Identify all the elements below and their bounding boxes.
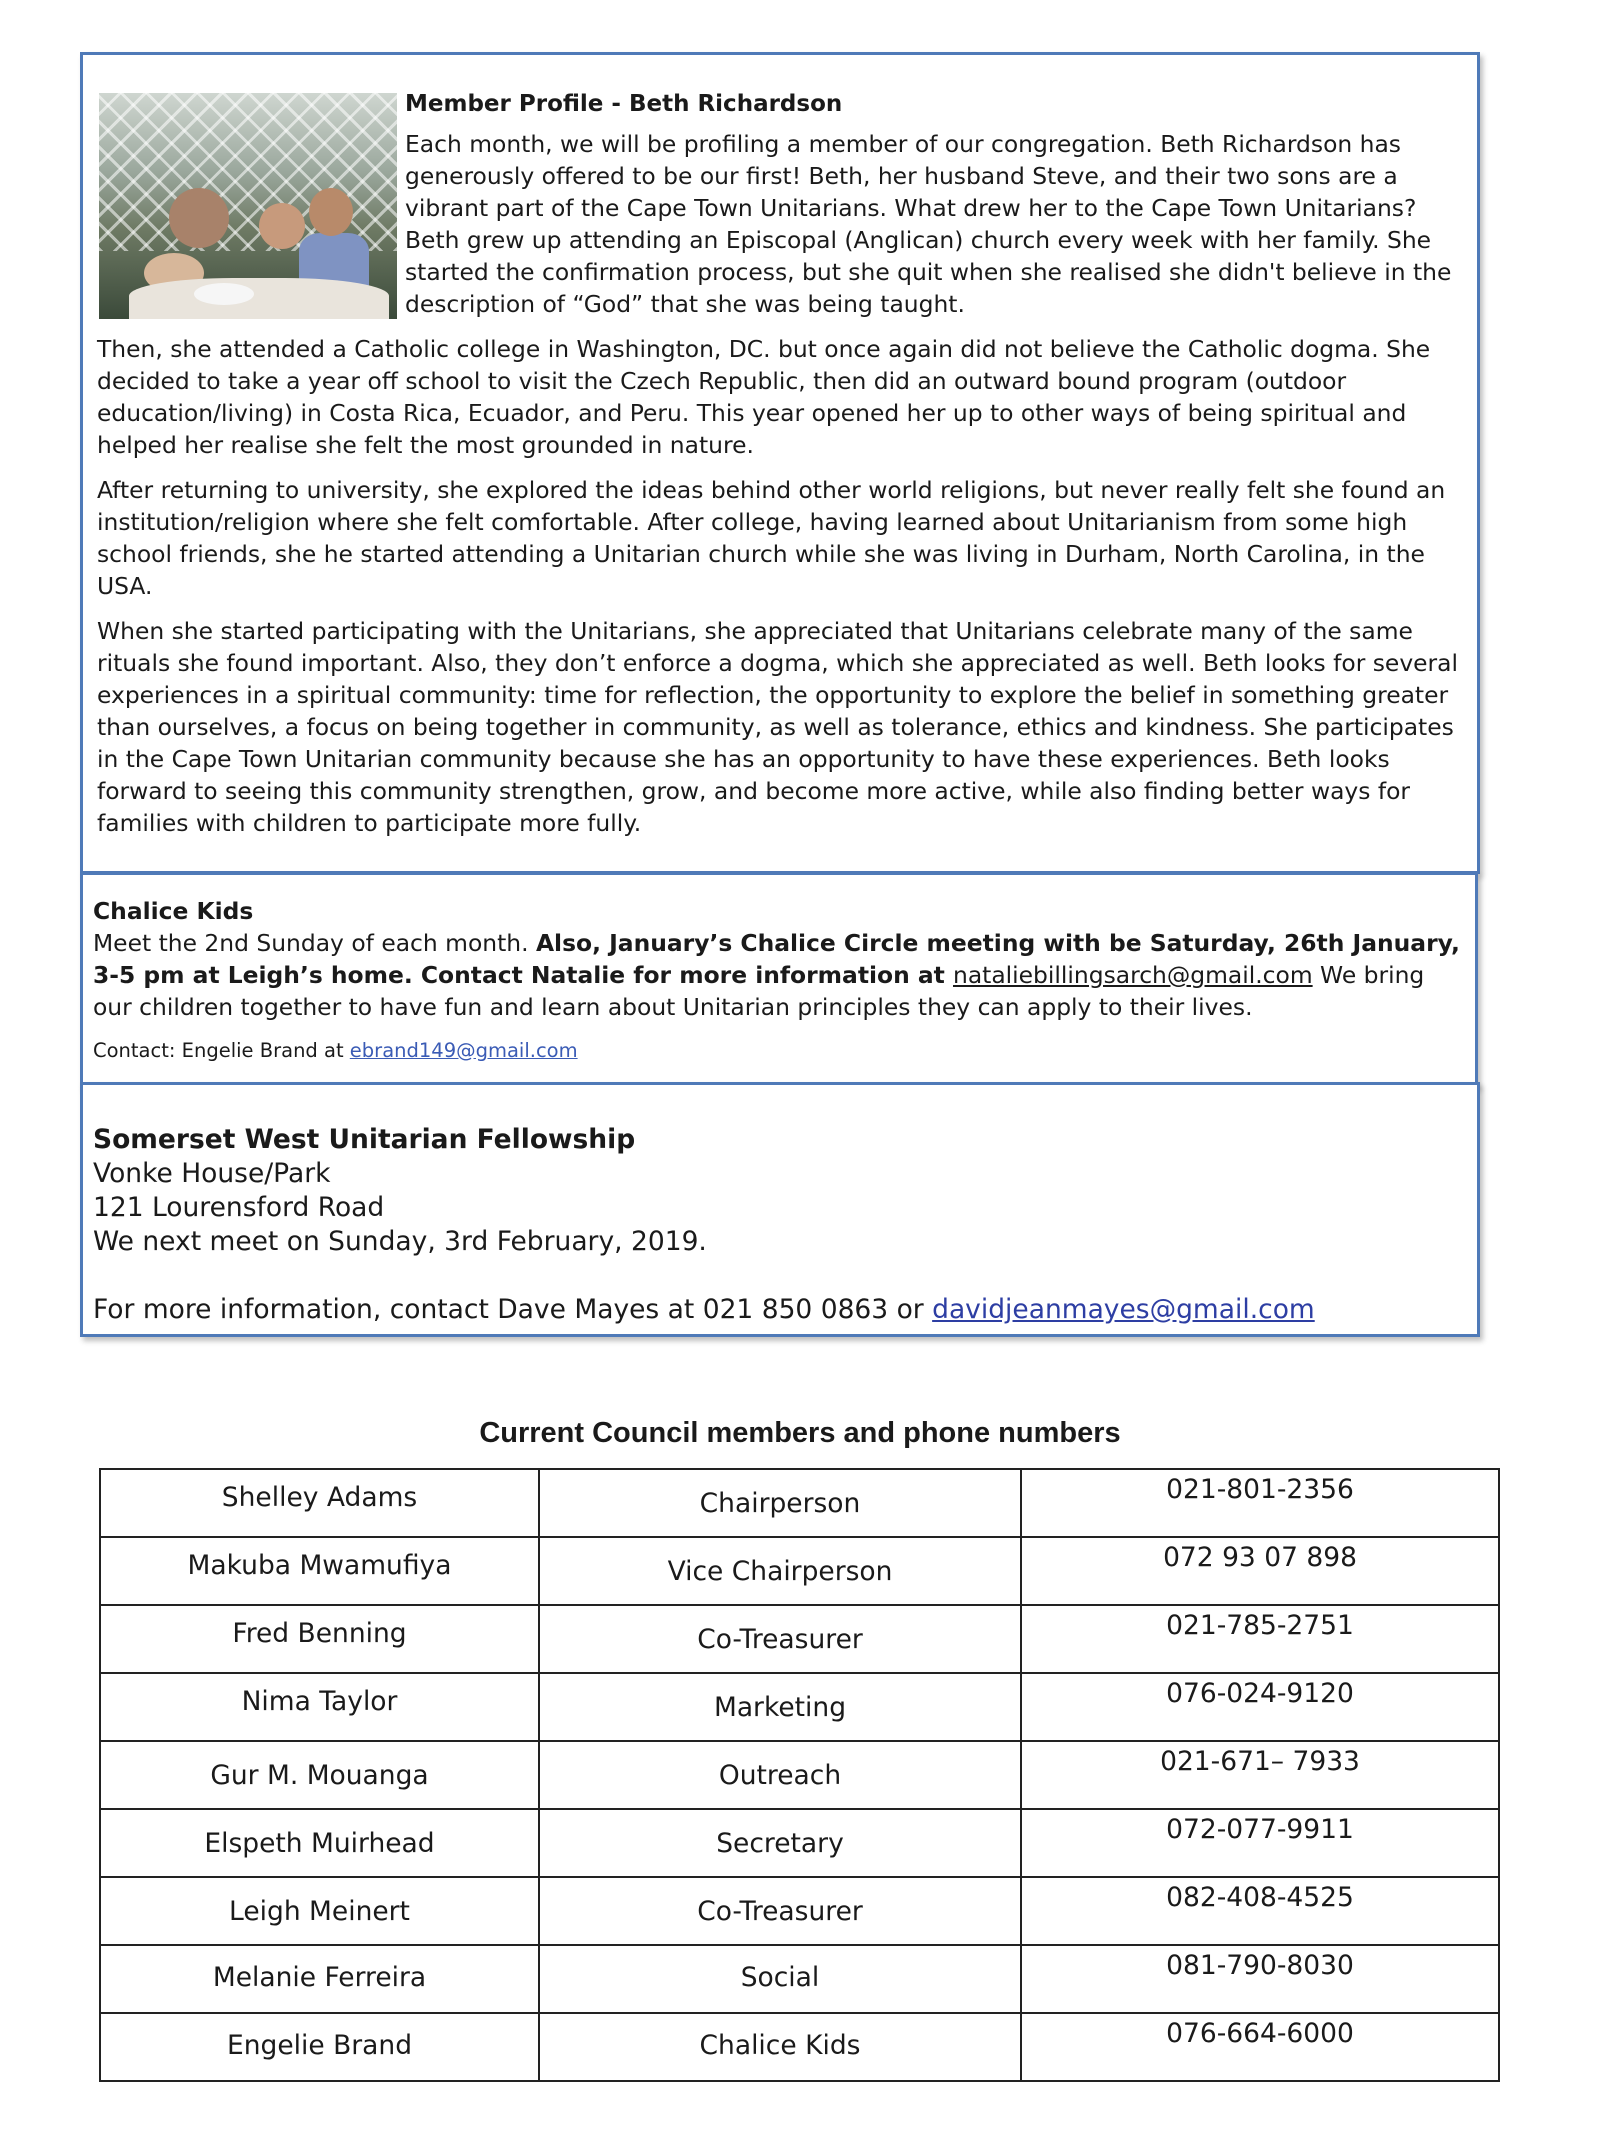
profile-title: Member Profile - Beth Richardson xyxy=(405,91,843,117)
cell-content xyxy=(540,1878,1020,1944)
photo-lattice-background xyxy=(99,93,397,251)
chalice-kids-contact xyxy=(93,1037,1465,1065)
cell-content xyxy=(1022,2014,1498,2080)
cell-content xyxy=(1022,1538,1498,1604)
cell-content xyxy=(540,1470,1020,1536)
member-phone-cell xyxy=(1021,1741,1499,1809)
council-table-body xyxy=(100,1469,1499,2081)
member-phone-cell xyxy=(1021,1469,1499,1537)
member-name-cell xyxy=(100,1741,539,1809)
photo-plate xyxy=(194,283,254,305)
cell-content xyxy=(540,1538,1020,1604)
member-phone-cell xyxy=(1021,1877,1499,1945)
cell-content xyxy=(1022,1606,1498,1672)
cell-content xyxy=(1022,1674,1498,1740)
cell-content xyxy=(1022,1810,1498,1876)
council-row xyxy=(100,1877,1499,1945)
member-phone-cell xyxy=(1021,1537,1499,1605)
council-row xyxy=(100,1673,1499,1741)
council-row xyxy=(100,1605,1499,1673)
member-role: Co-Treasurer xyxy=(697,1624,863,1655)
chalice-kids-text-plain: Meet the 2nd Sunday of each month. xyxy=(93,929,536,957)
member-phone-cell xyxy=(1021,1945,1499,2013)
member-role: Co-Treasurer xyxy=(697,1896,863,1927)
cell-content xyxy=(540,2014,1020,2080)
member-name: Engelie Brand xyxy=(226,2030,413,2061)
council-row xyxy=(100,1809,1499,1877)
member-name-cell xyxy=(100,1537,539,1605)
family-photo xyxy=(99,93,397,319)
chalice-kids-section xyxy=(80,872,1478,1087)
member-phone-cell xyxy=(1021,2013,1499,2081)
member-name: Gur M. Mouanga xyxy=(210,1760,429,1791)
council-row xyxy=(100,1741,1499,1809)
photo-figure xyxy=(169,188,229,248)
cell-content xyxy=(540,1606,1020,1672)
cell-content xyxy=(101,1742,538,1808)
somerset-info-text: For more information, contact Dave Mayes at 021 850 0863 or xyxy=(93,1294,933,1325)
member-profile-section xyxy=(80,52,1480,874)
member-name-cell xyxy=(100,1809,539,1877)
member-role: Marketing xyxy=(713,1692,847,1723)
council-table xyxy=(99,1468,1500,2082)
member-role: Secretary xyxy=(716,1828,844,1859)
member-role-cell xyxy=(539,1469,1021,1537)
spacer xyxy=(93,1259,1467,1293)
photo-figure xyxy=(309,188,353,236)
member-name-cell xyxy=(100,1605,539,1673)
somerset-address-line: Vonke House/Park xyxy=(93,1158,331,1189)
member-name: Shelley Adams xyxy=(221,1482,418,1513)
cell-content xyxy=(101,1878,538,1944)
member-name: Elspeth Muirhead xyxy=(204,1828,435,1859)
member-role-cell xyxy=(539,1877,1021,1945)
member-name-cell xyxy=(100,1945,539,2013)
council-row xyxy=(100,1945,1499,2013)
engelie-email-link[interactable]: ebrand149@gmail.com xyxy=(349,1039,578,1062)
member-role-cell xyxy=(539,1673,1021,1741)
cell-content xyxy=(101,1470,538,1536)
member-name-cell xyxy=(100,1469,539,1537)
contact-label: Contact: Engelie Brand at xyxy=(93,1039,350,1062)
member-name: Nima Taylor xyxy=(241,1686,398,1717)
member-role: Vice Chairperson xyxy=(667,1556,893,1587)
member-role: Chairperson xyxy=(699,1488,861,1519)
cell-content xyxy=(1022,1946,1498,2012)
member-phone: 021-671– 7933 xyxy=(1160,1746,1360,1777)
profile-paragraph: Each month, we will be profiling a member of our congregation. Beth Richardson has generously offered to be our first! Beth, her husband Steve, and their two sons are a vibrant part of the Cape Town Unitarians. What drew her to the Cape Town Unitarians? Beth grew up attending an Episcopal (Anglican) church every week with her family. She started the confirmation process, but she quit when she realised she didn't believe in the description of “God” that she was being taught. xyxy=(405,130,1452,318)
member-phone: 072-077-9911 xyxy=(1166,1814,1354,1845)
member-phone: 072 93 07 898 xyxy=(1163,1542,1357,1573)
member-role: Outreach xyxy=(718,1760,842,1791)
cell-content xyxy=(540,1742,1020,1808)
member-phone: 021-785-2751 xyxy=(1166,1610,1354,1641)
somerset-meeting-date: We next meet on Sunday, 3rd February, 2019. xyxy=(93,1226,707,1257)
cell-content xyxy=(1022,1470,1498,1536)
cell-content xyxy=(101,2014,538,2080)
member-role-cell xyxy=(539,1809,1021,1877)
member-name: Melanie Ferreira xyxy=(212,1962,427,1993)
cell-content xyxy=(101,1946,538,2012)
member-name-cell xyxy=(100,1673,539,1741)
dave-email-link[interactable]: davidjeanmayes@gmail.com xyxy=(932,1294,1315,1325)
chalice-kids-text xyxy=(93,927,1465,1023)
cell-content xyxy=(101,1810,538,1876)
somerset-address-line: 121 Lourensford Road xyxy=(93,1192,385,1223)
member-phone-cell xyxy=(1021,1809,1499,1877)
cell-content xyxy=(101,1606,538,1672)
cell-content xyxy=(101,1674,538,1740)
member-name-cell xyxy=(100,1877,539,1945)
member-role-cell xyxy=(539,1945,1021,2013)
natalie-email-link[interactable]: nataliebillingsarch@gmail.com xyxy=(953,961,1313,989)
member-phone: 076-664-6000 xyxy=(1166,2018,1354,2049)
member-phone: 021-801-2356 xyxy=(1166,1474,1354,1505)
cell-content xyxy=(540,1810,1020,1876)
member-name: Makuba Mwamufiya xyxy=(187,1550,452,1581)
member-role: Chalice Kids xyxy=(699,2030,861,2061)
council-row xyxy=(100,1469,1499,1537)
cell-content xyxy=(540,1674,1020,1740)
member-role: Social xyxy=(740,1962,820,1993)
member-phone-cell xyxy=(1021,1605,1499,1673)
profile-paragraph: Then, she attended a Catholic college in Washington, DC. but once again did not believe the Catholic dogma. She decided to take a year off school to visit the Czech Republic, then did an outward bound program (outdoor education/living) in Costa Rica, Ecuador, and Peru. This year opened her up to other ways of being spiritual and helped her realise she felt the most grounded in nature. xyxy=(97,335,1431,459)
member-phone: 076-024-9120 xyxy=(1166,1678,1354,1709)
member-phone-cell xyxy=(1021,1673,1499,1741)
member-role-cell xyxy=(539,1605,1021,1673)
chalice-kids-text-bold: Also, January’s Chalice Circle meeting with be Saturday, 26th January, 3-5 pm at Leigh’s home. Contact Natalie for more information at xyxy=(93,929,1460,989)
member-role-cell xyxy=(539,1537,1021,1605)
member-name: Fred Benning xyxy=(232,1618,407,1649)
somerset-west-section xyxy=(80,1082,1480,1337)
member-role-cell xyxy=(539,2013,1021,2081)
chalice-kids-title: Chalice Kids xyxy=(93,897,254,925)
profile-paragraph: When she started participating with the Unitarians, she appreciated that Unitarians celebrate many of the same rituals she found important. Also, they don’t enforce a dogma, which she appreciated as well. Beth looks for several experiences in a spiritual community: time for reflection, the opportunity to explore the belief in something greater than ourselves, a focus on being together in community, as well as tolerance, ethics and kindness. She participates in the Cape Town Unitarian community because she has an opportunity to have these experiences. Beth looks forward to seeing this community strengthen, grow, and become more active, while also finding better ways for families with children to participate more fully. xyxy=(97,617,1459,837)
council-row xyxy=(100,1537,1499,1605)
photo-figure xyxy=(259,203,305,249)
cell-content xyxy=(101,1538,538,1604)
member-name: Leigh Meinert xyxy=(229,1896,410,1927)
council-row xyxy=(100,2013,1499,2081)
cell-content xyxy=(1022,1878,1498,1944)
chalice-kids-text-plain: We bring our children together to have fun and learn about Unitarian principles they can apply to their lives. xyxy=(93,961,1425,1021)
member-role-cell xyxy=(539,1741,1021,1809)
somerset-title: Somerset West Unitarian Fellowship xyxy=(93,1124,636,1155)
cell-content xyxy=(540,1946,1020,2012)
member-phone: 082-408-4525 xyxy=(1166,1882,1354,1913)
council-title: Current Council members and phone numbers xyxy=(479,1417,1121,1449)
member-name-cell xyxy=(100,2013,539,2081)
member-phone: 081-790-8030 xyxy=(1166,1950,1354,1981)
photo-table xyxy=(129,278,389,319)
profile-paragraph: After returning to university, she explored the ideas behind other world religions, but never really felt she found an institution/religion where she felt comfortable. After college, having learned about Unitarianism from some high school friends, she he started attending a Unitarian church while she was living in Durham, North Carolina, in the USA. xyxy=(97,476,1446,600)
cell-content xyxy=(1022,1742,1498,1808)
somerset-info xyxy=(93,1293,1467,1327)
